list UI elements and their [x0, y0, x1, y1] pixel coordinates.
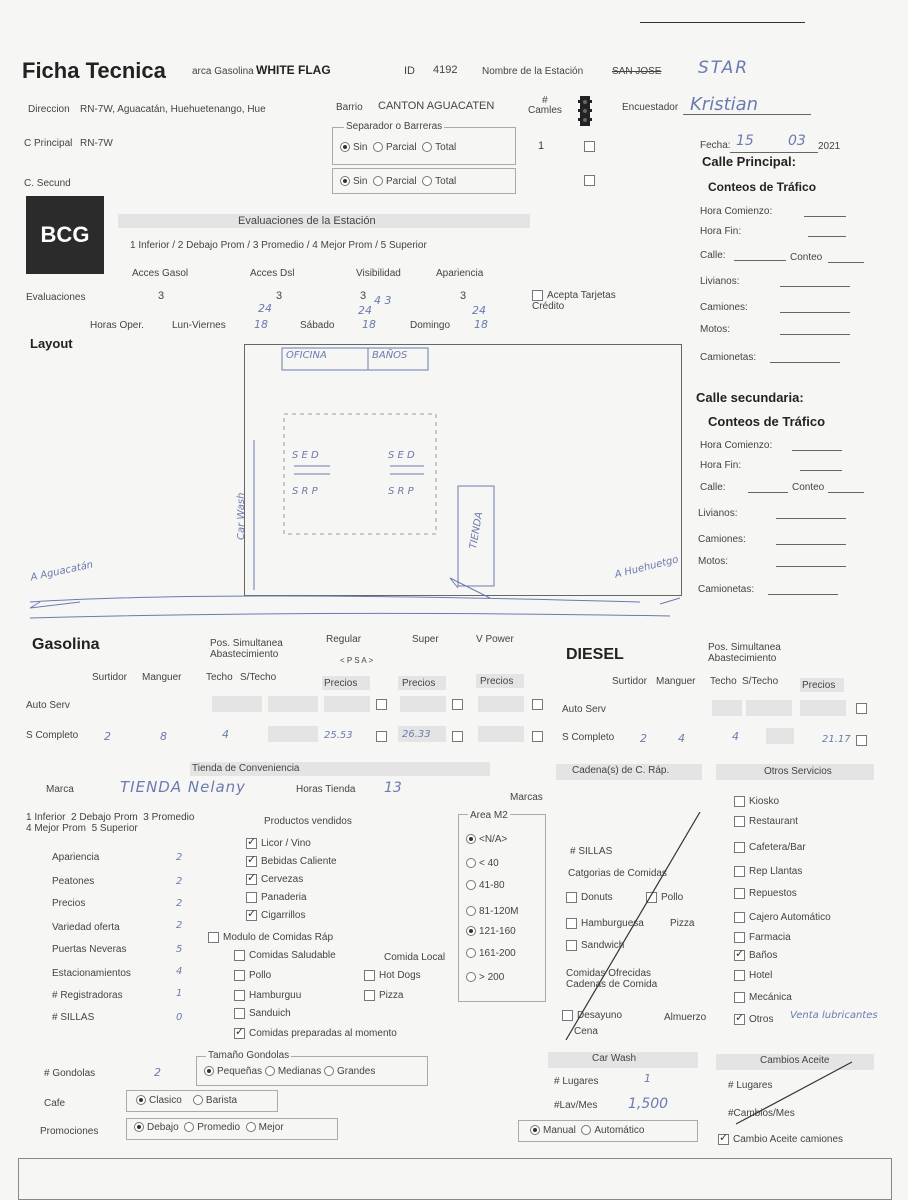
- cp-calle-input[interactable]: [734, 260, 786, 261]
- layout-carwash: Car Wash: [236, 492, 247, 540]
- pizza-checkbox[interactable]: Pizza: [364, 990, 403, 1001]
- rating-2-label: Precios: [52, 898, 86, 909]
- rating-3-value: 2: [176, 920, 183, 931]
- cs-motos-input[interactable]: [776, 566, 846, 567]
- tarjetas-checkbox[interactable]: Acepta Tarjetas Crédito: [532, 290, 616, 313]
- promo-options[interactable]: Debajo Promedio Mejor: [134, 1122, 284, 1133]
- gas-row-1-stecho[interactable]: [268, 726, 318, 742]
- otros-item-3[interactable]: Rep Llantas: [734, 866, 802, 877]
- producto-1[interactable]: ✓Bebidas Caliente: [246, 856, 337, 867]
- eval-row-label: Evaluaciones: [26, 292, 86, 303]
- otros-item-10[interactable]: ✓Otros: [734, 1014, 773, 1025]
- cp-conteo-input[interactable]: [828, 262, 864, 263]
- cp-conteo-label: Conteo: [790, 252, 823, 263]
- nombre-struck: SAN JOSE: [612, 66, 662, 77]
- layout-sed-1: S E D: [292, 450, 319, 461]
- diesel-row-1-stecho[interactable]: [766, 728, 794, 744]
- tienda-marca-value: TIENDA Nelany: [120, 778, 247, 796]
- cs-calle-input[interactable]: [748, 492, 788, 493]
- comida-0[interactable]: Comidas Saludable: [234, 950, 336, 961]
- rating-2-value: 2: [176, 898, 183, 909]
- diesel-row-1-precio: 21.17: [822, 734, 851, 745]
- gas-col-3: S/Techo: [240, 672, 277, 683]
- otros-title: Otros Servicios: [764, 766, 832, 777]
- direccion-label: Direccion: [28, 104, 70, 115]
- camiles-value: 1: [538, 140, 545, 152]
- cs-title: Calle secundaria:: [696, 390, 804, 405]
- dom-label: Domingo: [410, 320, 451, 331]
- gasolina-super: Super: [412, 634, 439, 645]
- gas-row-1-surtidor: 2: [104, 730, 111, 743]
- rating-4-label: Puertas Neveras: [52, 944, 127, 955]
- csecund-label: C. Secund: [24, 178, 71, 189]
- layout-sed-2: S E D: [388, 450, 415, 461]
- cp-field-0: Hora Comienzo:: [700, 206, 773, 217]
- encuestador-line: [683, 114, 811, 115]
- gas-row-0-cb3[interactable]: [532, 698, 547, 710]
- cp-camiones-input[interactable]: [780, 312, 850, 313]
- rating-7-value: 0: [176, 1012, 183, 1023]
- lv-label: Lun-Viernes: [172, 320, 226, 331]
- gas-row-1-cb1[interactable]: [376, 730, 391, 742]
- otros-item-7[interactable]: ✓Baños: [734, 950, 777, 961]
- cprincipal-label: C Principal: [24, 138, 73, 149]
- horas-label: Horas Oper.: [90, 320, 144, 331]
- fecha-month: 03: [788, 133, 806, 149]
- rating-1-label: Peatones: [52, 876, 95, 887]
- carwash-lugares: # Lugares: [554, 1076, 599, 1087]
- otros-item-0[interactable]: Kiosko: [734, 796, 779, 807]
- tienda-horas-value: 13: [384, 780, 402, 796]
- cena-label: Cena: [574, 1026, 598, 1037]
- encuestador-label: Encuestador: [622, 102, 679, 113]
- diesel-row-0-techo[interactable]: [712, 700, 742, 716]
- fecha-day: 15: [736, 133, 754, 149]
- camiles-checkbox-2[interactable]: [584, 174, 599, 186]
- otros-hand: Venta lubricantes: [790, 1010, 878, 1021]
- gas-row-1-techo: 4: [222, 728, 229, 741]
- tienda-marca-label: Marca: [46, 784, 74, 795]
- cs-field-0: Hora Comienzo:: [700, 440, 773, 451]
- diesel-col-0: Surtidor: [612, 676, 648, 687]
- otros-item-5[interactable]: Cajero Automático: [734, 912, 831, 923]
- logo: BCG: [26, 196, 104, 274]
- eval-col-2: Visibilidad: [356, 268, 401, 279]
- eval-value-3: 3: [460, 290, 467, 302]
- area-opt-2[interactable]: 41-80: [466, 880, 505, 891]
- cambios-title: Cambios Aceite: [760, 1055, 830, 1066]
- gasolina-title: Gasolina: [32, 636, 100, 653]
- top-rule: [640, 22, 805, 23]
- producto-2[interactable]: ✓Cervezas: [246, 874, 303, 885]
- cs-field-4: Camiones:: [698, 534, 746, 545]
- almuerzo-label: Almuerzo: [664, 1012, 707, 1023]
- diesel-row-1-cb[interactable]: [856, 734, 871, 746]
- cadena-item-2[interactable]: Hamburguesa: [566, 918, 644, 929]
- id-label: ID: [404, 65, 415, 77]
- layout-label: Layout: [30, 336, 73, 351]
- cadena-item-1[interactable]: Pollo: [646, 892, 683, 903]
- rating-6-value: 1: [176, 988, 183, 999]
- rating-0-label: Apariencia: [52, 852, 100, 863]
- cp-conteos: Conteos de Tráfico: [708, 180, 817, 194]
- bottom-notes-box[interactable]: [18, 1158, 892, 1200]
- diesel-row-0-stecho[interactable]: [746, 700, 792, 716]
- id-value: 4192: [433, 64, 458, 76]
- marcas-label: Marcas: [510, 792, 543, 803]
- comida-4[interactable]: ✓Comidas preparadas al momento: [234, 1028, 397, 1039]
- eval-value-2: 3: [360, 290, 367, 302]
- area-title: Area M2: [470, 810, 508, 821]
- gas-row-0-cb1[interactable]: [376, 698, 391, 710]
- cp-field-2: Calle:: [700, 250, 726, 261]
- gondolas-label: # Gondolas: [44, 1068, 96, 1079]
- traffic-light-icon: [578, 96, 592, 126]
- cadena-categorias: Catgorias de Comidas: [568, 868, 667, 879]
- separador-2-options[interactable]: Sin Parcial Total: [340, 176, 456, 187]
- page-title: Ficha Tecnica: [22, 58, 166, 83]
- barrio-label: Barrio: [336, 102, 363, 113]
- gas-col-1: Manguer: [142, 672, 182, 683]
- producto-3[interactable]: Panaderia: [246, 892, 307, 903]
- tamano-label: Tamaño Gondolas: [208, 1050, 290, 1061]
- otros-item-1[interactable]: Restaurant: [734, 816, 798, 827]
- gas-col-2: Techo: [206, 672, 233, 683]
- sab-value: 18: [362, 318, 376, 331]
- cambios-lugares: # Lugares: [728, 1080, 773, 1091]
- producto-4[interactable]: ✓Cigarrillos: [246, 910, 305, 921]
- gas-row-0-p3[interactable]: [478, 696, 524, 712]
- diesel-row-0-precio[interactable]: [800, 700, 846, 716]
- gas-precio-1-label: Precios: [324, 678, 358, 689]
- nombre-value: STAR: [698, 58, 750, 78]
- gasolina-vpower: V Power: [476, 634, 514, 645]
- cadena-ofrecidas: Comidas Ofrecidas Cadenas de Comida: [566, 968, 658, 990]
- cs-livianos-input[interactable]: [776, 518, 846, 519]
- diesel-row-1-label: S Completo: [562, 732, 615, 743]
- cs-hora-fin-input[interactable]: [800, 470, 842, 471]
- otros-item-8[interactable]: Hotel: [734, 970, 772, 981]
- hotdogs-checkbox[interactable]: Hot Dogs: [364, 970, 421, 981]
- cs-camionetas-input[interactable]: [768, 594, 838, 595]
- nombre-label: Nombre de la Estación: [482, 66, 584, 77]
- cp-camionetas-input[interactable]: [770, 362, 840, 363]
- eval-value-0: 3: [158, 290, 165, 302]
- gondolas-value: 2: [154, 1066, 161, 1079]
- eval-hand-3: 24: [472, 304, 486, 317]
- eval-hand-0: 24: [258, 302, 272, 315]
- gas-row-0-techo[interactable]: [212, 696, 262, 712]
- otros-item-2[interactable]: Cafetera/Bar: [734, 842, 806, 853]
- carwash-options[interactable]: Manual Automático: [530, 1125, 644, 1136]
- cp-hora-fin-input[interactable]: [808, 236, 846, 237]
- marca-label: arca Gasolina: [192, 66, 254, 77]
- layout-oficina: OFICINA: [286, 350, 327, 361]
- gas-col-0: Surtidor: [92, 672, 128, 683]
- gas-row-0-stecho[interactable]: [268, 696, 318, 712]
- cs-field-2: Calle:: [700, 482, 726, 493]
- carwash-title: Car Wash: [592, 1053, 637, 1064]
- rating-5-label: Estacionamientos: [52, 968, 131, 979]
- cp-hora-comienzo-input[interactable]: [804, 216, 846, 217]
- comida-3[interactable]: Sanduich: [234, 1008, 291, 1019]
- layout-banos: BAÑOS: [372, 350, 408, 361]
- cafe-label: Cafe: [44, 1098, 66, 1109]
- comida-local-label: Comida Local: [384, 952, 446, 963]
- otros-item-9[interactable]: Mecánica: [734, 992, 792, 1003]
- cadena-title: Cadena(s) de C. Ráp.: [572, 765, 670, 776]
- eval-title: Evaluaciones de la Estación: [238, 215, 376, 227]
- gas-row-1-p3[interactable]: [478, 726, 524, 742]
- diesel-row-0-label: Auto Serv: [562, 704, 606, 715]
- separador-label: Separador o Barreras: [346, 121, 443, 132]
- dom-value: 18: [474, 318, 488, 331]
- cambios-camiones-checkbox[interactable]: ✓Cambio Aceite camiones: [718, 1134, 843, 1145]
- diesel-col-1: Manguer: [656, 676, 696, 687]
- cadena-strike-line: [560, 812, 710, 1044]
- layout-srp-1: S R P: [292, 486, 318, 497]
- camiles-checkbox-1[interactable]: [584, 140, 599, 152]
- eval-value-1: 3: [276, 290, 283, 302]
- eval-hand-2: 4 3: [374, 294, 392, 307]
- rating-4-value: 5: [176, 944, 183, 955]
- cp-title: Calle Principal:: [702, 154, 796, 169]
- comida-2[interactable]: Hamburguu: [234, 990, 301, 1001]
- cadena-item-0[interactable]: Donuts: [566, 892, 613, 903]
- gas-precio-3-label: Precios: [480, 676, 514, 687]
- eval-col-1: Acces Dsl: [250, 268, 295, 279]
- layout-srp-2: S R P: [388, 486, 414, 497]
- marca-value: WHITE FLAG: [256, 63, 331, 77]
- gas-row-0-label: Auto Serv: [26, 700, 70, 711]
- gasolina-pos: Pos. Simultanea Abastecimiento: [210, 638, 283, 660]
- cp-field-6: Camionetas:: [700, 352, 757, 363]
- rating-1-value: 2: [176, 876, 183, 887]
- area-opt-4[interactable]: 121-160: [466, 926, 516, 937]
- barrio-value: CANTON AGUACATEN: [378, 100, 495, 112]
- carwash-lugares-value: 1: [644, 1072, 651, 1085]
- cambios-mes: #Cambios/Mes: [728, 1108, 795, 1119]
- productos-title: Productos vendidos: [264, 816, 352, 827]
- diesel-title: DIESEL: [566, 646, 624, 663]
- cs-camiones-input[interactable]: [776, 544, 846, 545]
- rating-0-value: 2: [176, 852, 183, 863]
- gas-row-0-p2[interactable]: [400, 696, 446, 712]
- tienda-title: Tienda de Conveniencia: [192, 763, 300, 774]
- area-opt-0[interactable]: <N/A>: [466, 834, 507, 845]
- cs-field-5: Motos:: [698, 556, 729, 567]
- cp-field-5: Motos:: [700, 324, 731, 335]
- gas-row-0-p1[interactable]: [324, 696, 370, 712]
- rating-3-label: Variedad oferta: [52, 922, 120, 933]
- cadena-item-3: Pizza: [670, 918, 695, 929]
- otros-item-4[interactable]: Repuestos: [734, 888, 797, 899]
- tamano-options[interactable]: Pequeñas Medianas Grandes: [204, 1066, 375, 1077]
- comida-1[interactable]: Pollo: [234, 970, 271, 981]
- eval-scale: 1 Inferior / 2 Debajo Prom / 3 Promedio / 4 Mejor Prom / 5 Superior: [130, 240, 427, 251]
- gas-row-1-p2: 26.33: [402, 729, 431, 740]
- eval-hand-1: 24: [358, 304, 372, 317]
- cafe-options[interactable]: Clasico Barista: [136, 1095, 237, 1106]
- cs-field-6: Camionetas:: [698, 584, 755, 595]
- fecha-label: Fecha:: [700, 140, 731, 151]
- area-opt-6[interactable]: > 200: [466, 972, 504, 983]
- otros-item-6[interactable]: Farmacia: [734, 932, 791, 943]
- camiles-label: # Camles: [528, 95, 562, 116]
- rating-5-value: 4: [176, 966, 183, 977]
- area-opt-1[interactable]: < 40: [466, 858, 499, 869]
- diesel-row-0-cb[interactable]: [856, 702, 871, 714]
- cp-field-3: Livianos:: [700, 276, 740, 287]
- cs-field-1: Hora Fin:: [700, 460, 742, 471]
- cadena-sillas: # SILLAS: [570, 846, 613, 857]
- cp-motos-input[interactable]: [780, 334, 850, 335]
- diesel-precio-label: Precios: [802, 680, 836, 691]
- direccion-value: RN-7W, Aguacatán, Huehuetenango, Hue: [80, 104, 266, 115]
- carwash-lavmes-value: 1,500: [628, 1096, 669, 1112]
- diesel-col-2: Techo: [710, 676, 737, 687]
- diesel-row-1-techo: 4: [732, 730, 739, 743]
- tienda-scale: 1 Inferior 2 Debajo Prom 3 Promedio 4 Mejor Prom 5 Superior: [26, 812, 195, 834]
- gasolina-regular: Regular: [326, 634, 362, 645]
- cp-field-4: Camiones:: [700, 302, 748, 313]
- cs-hora-comienzo-input[interactable]: [792, 450, 842, 451]
- tienda-horas-label: Horas Tienda: [296, 784, 356, 795]
- encuestador-value: Kristian: [690, 94, 759, 115]
- layout-sketch: [20, 340, 690, 630]
- carwash-lavmes: #Lav/Mes: [554, 1100, 598, 1111]
- rating-6-label: # Registradoras: [52, 990, 123, 1001]
- diesel-col-3: S/Techo: [742, 676, 779, 687]
- fecha-year: 2021: [818, 141, 841, 152]
- sab-label: Sábado: [300, 320, 335, 331]
- diesel-row-1-surtidor: 2: [640, 732, 647, 745]
- gas-row-1-manguer: 8: [160, 730, 167, 743]
- cp-field-1: Hora Fin:: [700, 226, 742, 237]
- cprincipal-value: RN-7W: [80, 138, 113, 149]
- cs-field-3: Livianos:: [698, 508, 738, 519]
- layout-aguacatan: A Aguacatán: [29, 559, 95, 584]
- gas-row-1-cb2[interactable]: [452, 730, 467, 742]
- eval-col-0: Acces Gasol: [132, 268, 189, 279]
- desayuno-checkbox[interactable]: Desayuno: [562, 1010, 622, 1021]
- diesel-row-1-manguer: 4: [678, 732, 685, 745]
- cs-conteo-label: Conteo: [792, 482, 825, 493]
- gas-row-1-label: S Completo: [26, 730, 79, 741]
- fecha-line: [730, 152, 818, 153]
- cadena-item-4[interactable]: Sandwich: [566, 940, 624, 951]
- layout-huehue: A Huehuetgo: [613, 554, 680, 581]
- separador-1-options[interactable]: Sin Parcial Total: [340, 142, 456, 153]
- gas-row-1-p1: 25.53: [324, 730, 353, 741]
- cambios-strike-line: [730, 1058, 860, 1128]
- cp-livianos-input[interactable]: [780, 286, 850, 287]
- cs-conteos: Conteos de Tráfico: [708, 414, 826, 429]
- cs-conteo-input[interactable]: [828, 492, 864, 493]
- gasolina-psa: < P S A >: [340, 656, 374, 665]
- area-opt-5[interactable]: 161-200: [466, 948, 516, 959]
- modulo-checkbox[interactable]: Modulo de Comidas Ráp: [208, 932, 333, 943]
- producto-0[interactable]: ✓Licor / Vino: [246, 838, 311, 849]
- promo-label: Promociones: [40, 1126, 99, 1137]
- area-opt-3[interactable]: 81-120M: [466, 906, 518, 917]
- lv-value: 18: [254, 318, 268, 331]
- rating-7-label: # SILLAS: [52, 1012, 95, 1023]
- diesel-pos: Pos. Simultanea Abastecimiento: [708, 642, 781, 664]
- gas-row-1-cb3[interactable]: [532, 730, 547, 742]
- eval-col-3: Apariencia: [436, 268, 484, 279]
- gas-row-0-cb2[interactable]: [452, 698, 467, 710]
- gas-precio-2-label: Precios: [402, 678, 436, 689]
- layout-tienda: TIENDA: [468, 511, 486, 550]
